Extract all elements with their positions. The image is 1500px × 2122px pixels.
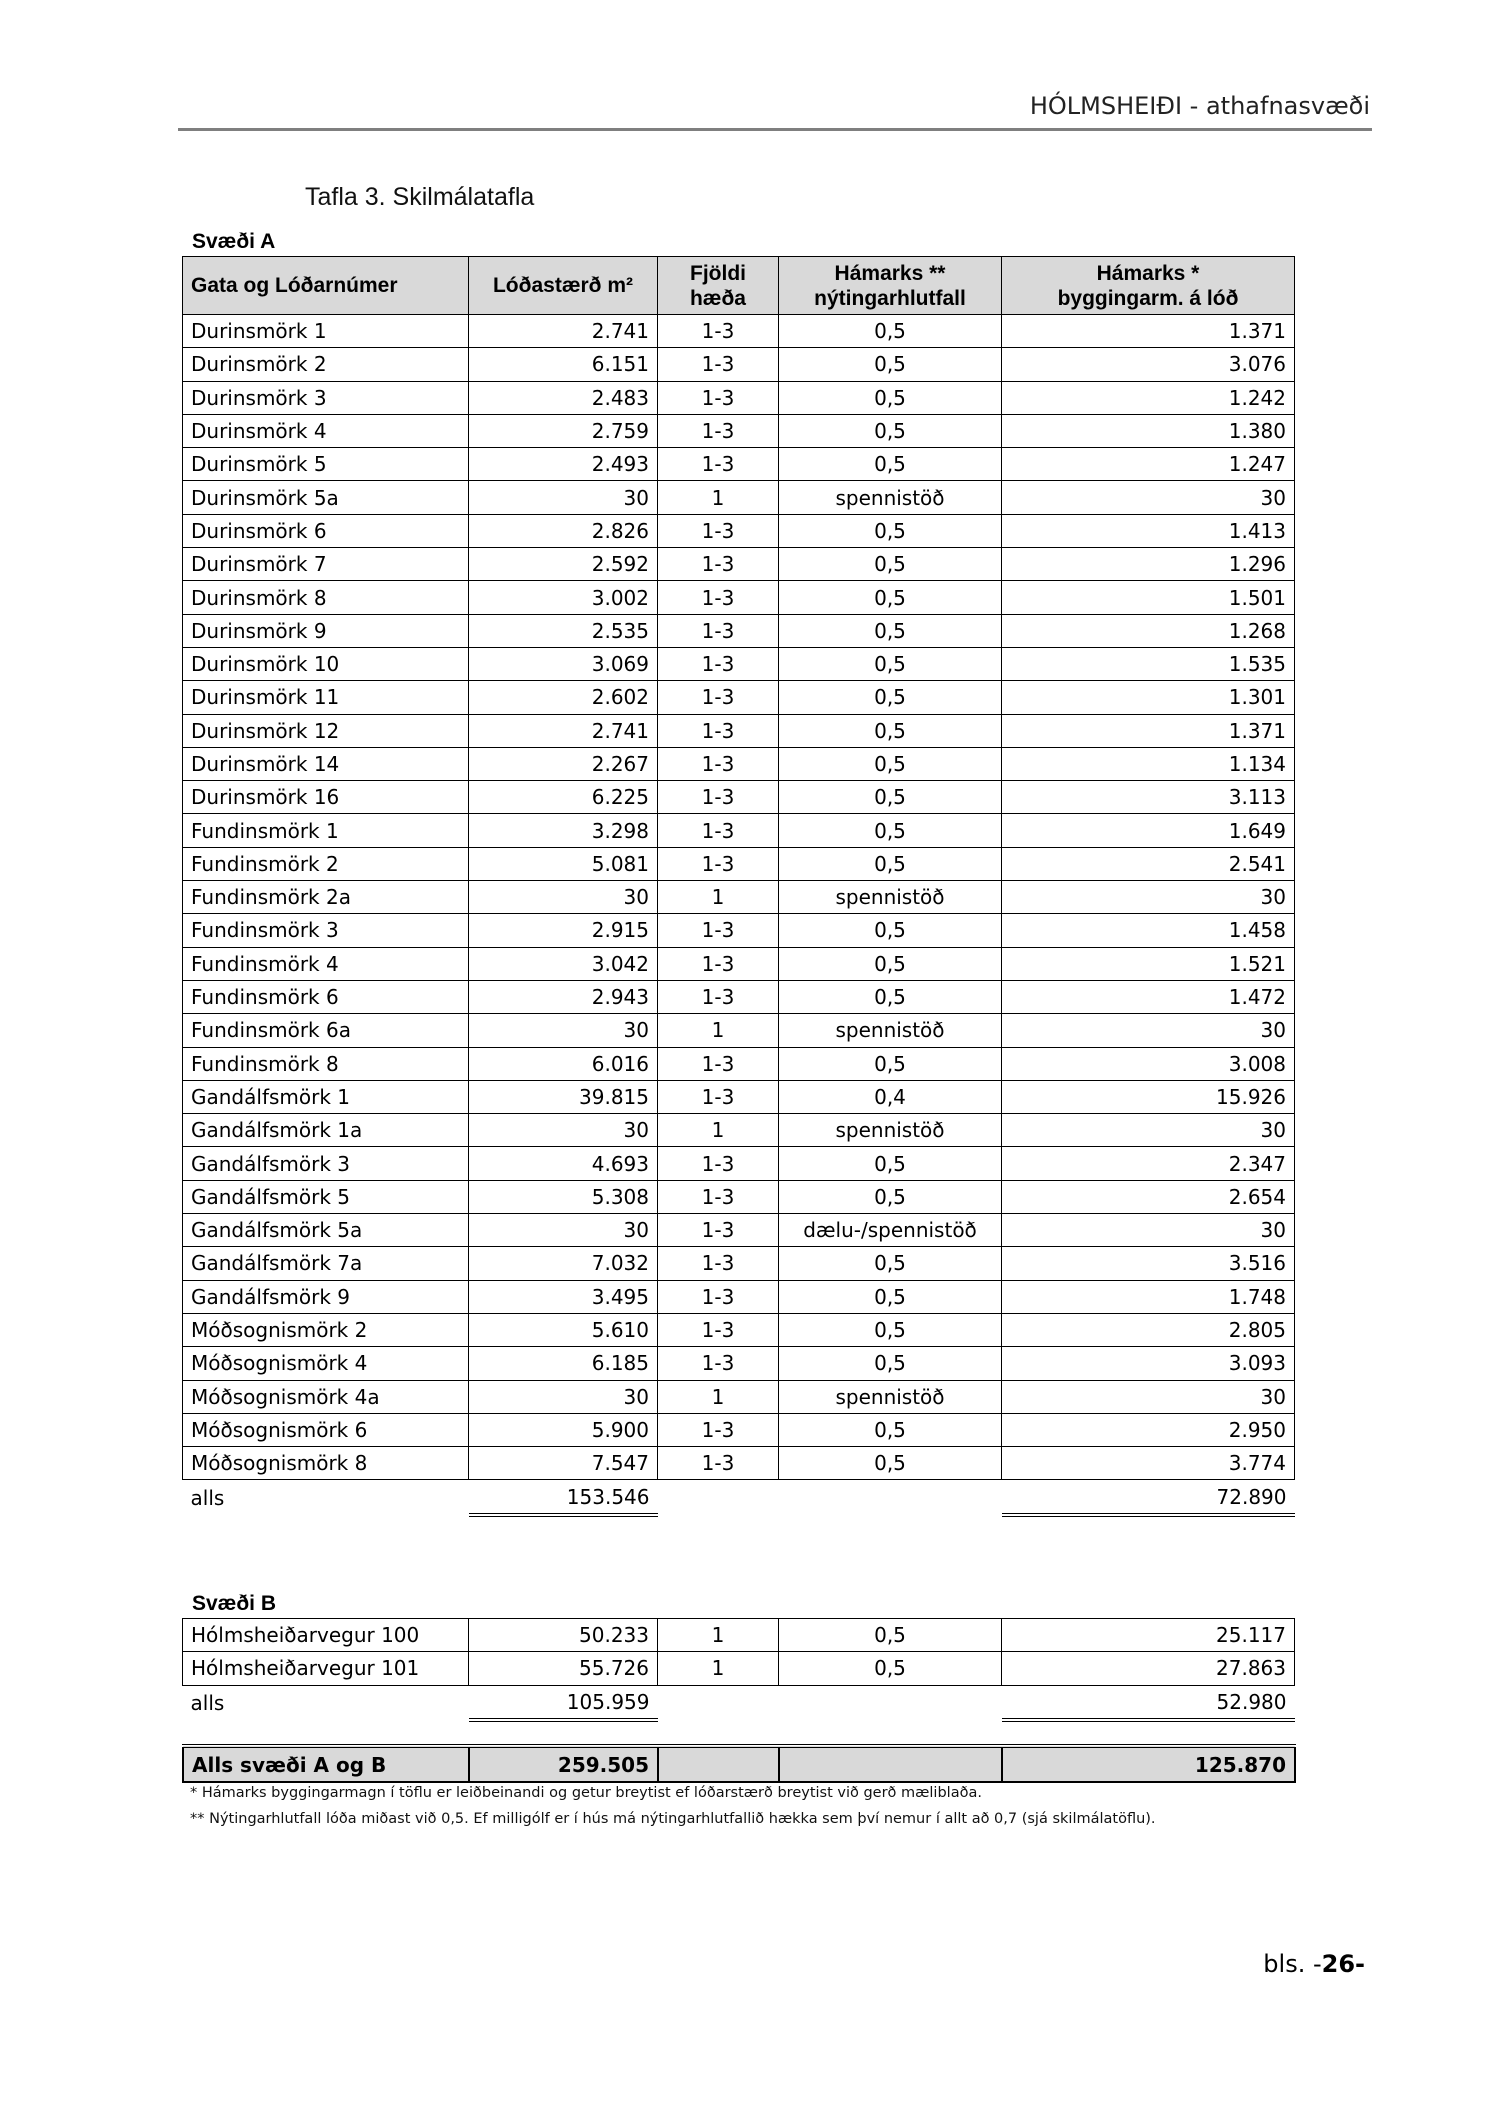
cell-size: 2.267 <box>469 747 658 780</box>
cell-floors: 1-3 <box>658 1214 779 1247</box>
cell-size: 50.233 <box>469 1619 658 1652</box>
cell-floors: 1-3 <box>658 381 779 414</box>
cell-area: 3.516 <box>1002 1247 1295 1280</box>
cell-name: Fundinsmörk 6 <box>183 980 469 1013</box>
cell-area: 2.805 <box>1002 1313 1295 1346</box>
total-spacer <box>658 1480 779 1515</box>
cell-floors: 1 <box>658 881 779 914</box>
col-header-size: Lóðastærð m² <box>469 257 658 315</box>
col-header-ratio-l1: Hámarks ** <box>834 261 946 285</box>
cell-name: Gandálfsmörk 5 <box>183 1180 469 1213</box>
cell-floors: 1-3 <box>658 681 779 714</box>
cell-size: 2.592 <box>469 548 658 581</box>
cell-floors: 1-3 <box>658 315 779 348</box>
cell-floors: 1-3 <box>658 1413 779 1446</box>
cell-area: 1.247 <box>1002 448 1295 481</box>
total-spacer <box>779 1685 1002 1720</box>
cell-name: Gandálfsmörk 7a <box>183 1247 469 1280</box>
cell-name: Móðsognismörk 2 <box>183 1313 469 1346</box>
col-header-area-l2: byggingarm. á lóð <box>1057 286 1239 310</box>
cell-floors: 1-3 <box>658 448 779 481</box>
cell-name: Durinsmörk 10 <box>183 647 469 680</box>
cell-ratio: 0,5 <box>779 980 1002 1013</box>
cell-name: Durinsmörk 7 <box>183 548 469 581</box>
col-header-floors-l1: Fjöldi <box>690 261 746 285</box>
cell-floors: 1-3 <box>658 614 779 647</box>
cell-ratio: 0,5 <box>779 1413 1002 1446</box>
cell-ratio: 0,5 <box>779 348 1002 381</box>
cell-size: 3.042 <box>469 947 658 980</box>
table-row <box>183 814 1295 847</box>
cell-name: Fundinsmörk 8 <box>183 1047 469 1080</box>
grand-total-area: 125.870 <box>1002 1746 1295 1782</box>
cell-floors: 1-3 <box>658 714 779 747</box>
cell-ratio: 0,5 <box>779 814 1002 847</box>
cell-name: Móðsognismörk 8 <box>183 1447 469 1480</box>
cell-size: 6.016 <box>469 1047 658 1080</box>
cell-name: Gandálfsmörk 3 <box>183 1147 469 1180</box>
table-row <box>183 315 1295 348</box>
cell-area: 1.301 <box>1002 681 1295 714</box>
cell-size: 2.741 <box>469 315 658 348</box>
cell-size: 2.741 <box>469 714 658 747</box>
cell-ratio: 0,5 <box>779 448 1002 481</box>
section-b-table <box>182 1618 1295 1722</box>
total-spacer <box>779 1480 1002 1515</box>
cell-area: 3.008 <box>1002 1047 1295 1080</box>
table-row <box>183 914 1295 947</box>
table-row <box>183 548 1295 581</box>
cell-size: 30 <box>469 1114 658 1147</box>
section-a-total-row <box>183 1480 1295 1515</box>
section-a-body <box>183 315 1295 1480</box>
cell-ratio: 0,5 <box>779 614 1002 647</box>
page-suffix: - <box>1355 1950 1365 1978</box>
cell-area: 30 <box>1002 1114 1295 1147</box>
cell-ratio: 0,5 <box>779 1347 1002 1380</box>
table-row <box>183 781 1295 814</box>
cell-size: 2.493 <box>469 448 658 481</box>
cell-floors: 1 <box>658 1014 779 1047</box>
cell-size: 5.610 <box>469 1313 658 1346</box>
cell-name: Durinsmörk 5a <box>183 481 469 514</box>
table-row <box>183 481 1295 514</box>
page-number <box>1263 1950 1365 1978</box>
cell-area: 3.774 <box>1002 1447 1295 1480</box>
cell-floors: 1-3 <box>658 1447 779 1480</box>
cell-ratio: spennistöð <box>779 1114 1002 1147</box>
cell-ratio: spennistöð <box>779 481 1002 514</box>
table-row <box>183 381 1295 414</box>
table-row <box>183 414 1295 447</box>
table-row <box>183 881 1295 914</box>
cell-name: Durinsmörk 9 <box>183 614 469 647</box>
cell-ratio: 0,5 <box>779 714 1002 747</box>
cell-area: 30 <box>1002 1380 1295 1413</box>
table-row <box>183 1619 1295 1652</box>
table-row <box>183 681 1295 714</box>
cell-size: 3.495 <box>469 1280 658 1313</box>
cell-size: 2.759 <box>469 414 658 447</box>
cell-name: Móðsognismörk 4 <box>183 1347 469 1380</box>
cell-size: 55.726 <box>469 1652 658 1685</box>
cell-floors: 1-3 <box>658 914 779 947</box>
cell-ratio: 0,5 <box>779 1180 1002 1213</box>
running-header: HÓLMSHEIÐI - athafnasvæði <box>1029 92 1370 120</box>
cell-floors: 1-3 <box>658 814 779 847</box>
table-row <box>183 1014 1295 1047</box>
col-header-name: Gata og Lóðarnúmer <box>183 257 469 315</box>
cell-area: 25.117 <box>1002 1619 1295 1652</box>
cell-floors: 1-3 <box>658 514 779 547</box>
cell-floors: 1-3 <box>658 414 779 447</box>
cell-size: 6.151 <box>469 348 658 381</box>
cell-size: 30 <box>469 1214 658 1247</box>
cell-floors: 1-3 <box>658 781 779 814</box>
cell-floors: 1-3 <box>658 1180 779 1213</box>
section-b-label: Svæði B <box>192 1592 277 1615</box>
cell-ratio: 0,5 <box>779 414 1002 447</box>
table-row <box>183 747 1295 780</box>
col-header-ratio-l2: nýtingarhlutfall <box>814 286 966 310</box>
table-row <box>183 1447 1295 1480</box>
page-number-value: 26 <box>1321 1950 1356 1978</box>
cell-ratio: 0,5 <box>779 315 1002 348</box>
cell-area: 1.649 <box>1002 814 1295 847</box>
cell-ratio: 0,5 <box>779 548 1002 581</box>
cell-size: 6.185 <box>469 1347 658 1380</box>
cell-size: 39.815 <box>469 1080 658 1113</box>
cell-size: 6.225 <box>469 781 658 814</box>
col-header-floors <box>658 257 779 315</box>
cell-name: Durinsmörk 3 <box>183 381 469 414</box>
cell-name: Fundinsmörk 6a <box>183 1014 469 1047</box>
cell-floors: 1-3 <box>658 348 779 381</box>
cell-floors: 1-3 <box>658 980 779 1013</box>
cell-area: 30 <box>1002 481 1295 514</box>
cell-floors: 1-3 <box>658 747 779 780</box>
grand-total-label: Alls svæði A og B <box>183 1746 469 1782</box>
cell-area: 30 <box>1002 1014 1295 1047</box>
table-row <box>183 1347 1295 1380</box>
cell-name: Fundinsmörk 2 <box>183 847 469 880</box>
cell-name: Fundinsmörk 4 <box>183 947 469 980</box>
cell-size: 2.483 <box>469 381 658 414</box>
cell-area: 2.950 <box>1002 1413 1295 1446</box>
cell-size: 2.943 <box>469 980 658 1013</box>
cell-ratio: 0,5 <box>779 514 1002 547</box>
cell-size: 7.032 <box>469 1247 658 1280</box>
table-row <box>183 1147 1295 1180</box>
grand-total-size: 259.505 <box>469 1746 658 1782</box>
table-row <box>183 714 1295 747</box>
cell-area: 27.863 <box>1002 1652 1295 1685</box>
col-header-floors-l2: hæða <box>689 286 746 310</box>
cell-name: Fundinsmörk 3 <box>183 914 469 947</box>
cell-floors: 1-3 <box>658 1313 779 1346</box>
cell-ratio: 0,5 <box>779 1247 1002 1280</box>
header-divider <box>178 128 1372 131</box>
section-a-label: Svæði A <box>192 230 276 253</box>
cell-area: 1.296 <box>1002 548 1295 581</box>
cell-area: 1.458 <box>1002 914 1295 947</box>
cell-area: 2.541 <box>1002 847 1295 880</box>
cell-ratio: 0,5 <box>779 1447 1002 1480</box>
cell-area: 1.134 <box>1002 747 1295 780</box>
cell-name: Durinsmörk 6 <box>183 514 469 547</box>
cell-area: 1.748 <box>1002 1280 1295 1313</box>
cell-size: 2.915 <box>469 914 658 947</box>
cell-name: Durinsmörk 11 <box>183 681 469 714</box>
cell-size: 5.308 <box>469 1180 658 1213</box>
cell-name: Hólmsheiðarvegur 101 <box>183 1652 469 1685</box>
cell-ratio: dælu-/spennistöð <box>779 1214 1002 1247</box>
cell-ratio: 0,4 <box>779 1080 1002 1113</box>
cell-size: 2.826 <box>469 514 658 547</box>
cell-ratio: 0,5 <box>779 747 1002 780</box>
cell-ratio: 0,5 <box>779 947 1002 980</box>
cell-size: 3.002 <box>469 581 658 614</box>
total-spacer <box>658 1685 779 1720</box>
cell-name: Gandálfsmörk 1a <box>183 1114 469 1147</box>
table-row <box>183 1380 1295 1413</box>
table-row <box>183 514 1295 547</box>
cell-name: Hólmsheiðarvegur 100 <box>183 1619 469 1652</box>
cell-ratio: 0,5 <box>779 647 1002 680</box>
table-row <box>183 448 1295 481</box>
cell-floors: 1-3 <box>658 548 779 581</box>
cell-name: Móðsognismörk 6 <box>183 1413 469 1446</box>
cell-area: 1.268 <box>1002 614 1295 647</box>
table-caption: Tafla 3. Skilmálatafla <box>305 183 535 211</box>
cell-ratio: 0,5 <box>779 781 1002 814</box>
table-row <box>183 980 1295 1013</box>
table-row <box>183 614 1295 647</box>
cell-size: 3.298 <box>469 814 658 847</box>
table-row <box>183 1047 1295 1080</box>
table-row <box>183 581 1295 614</box>
total-label: alls <box>190 1690 225 1715</box>
cell-ratio: 0,5 <box>779 914 1002 947</box>
cell-ratio: 0,5 <box>779 1047 1002 1080</box>
table-row <box>183 1114 1295 1147</box>
cell-floors: 1-3 <box>658 1080 779 1113</box>
cell-floors: 1 <box>658 1380 779 1413</box>
cell-area: 1.521 <box>1002 947 1295 980</box>
cell-area: 2.654 <box>1002 1180 1295 1213</box>
cell-floors: 1-3 <box>658 847 779 880</box>
cell-size: 3.069 <box>469 647 658 680</box>
table-row <box>183 1313 1295 1346</box>
table-row <box>183 1080 1295 1113</box>
total-area: 52.980 <box>1002 1685 1295 1720</box>
cell-size: 30 <box>469 1014 658 1047</box>
table-row <box>183 1652 1295 1685</box>
cell-name: Fundinsmörk 1 <box>183 814 469 847</box>
cell-area: 1.413 <box>1002 514 1295 547</box>
table-row <box>183 1180 1295 1213</box>
cell-ratio: spennistöð <box>779 1014 1002 1047</box>
cell-size: 2.535 <box>469 614 658 647</box>
cell-ratio: spennistöð <box>779 1380 1002 1413</box>
cell-size: 5.081 <box>469 847 658 880</box>
cell-area: 2.347 <box>1002 1147 1295 1180</box>
section-a-table <box>182 256 1295 1517</box>
table-row <box>183 847 1295 880</box>
total-size: 153.546 <box>469 1480 658 1515</box>
cell-ratio: 0,5 <box>779 1280 1002 1313</box>
cell-name: Fundinsmörk 2a <box>183 881 469 914</box>
cell-floors: 1-3 <box>658 581 779 614</box>
cell-area: 30 <box>1002 1214 1295 1247</box>
table-row <box>183 1247 1295 1280</box>
col-header-area-l1: Hámarks * <box>1096 261 1200 285</box>
page-prefix: bls. - <box>1263 1950 1322 1978</box>
cell-area: 15.926 <box>1002 1080 1295 1113</box>
cell-area: 3.076 <box>1002 348 1295 381</box>
cell-floors: 1-3 <box>658 947 779 980</box>
cell-floors: 1-3 <box>658 1247 779 1280</box>
cell-floors: 1 <box>658 1619 779 1652</box>
table-header-row <box>183 257 1295 315</box>
cell-area: 1.380 <box>1002 414 1295 447</box>
section-b-body <box>183 1619 1295 1686</box>
cell-name: Gandálfsmörk 1 <box>183 1080 469 1113</box>
grand-total-spacer <box>658 1746 779 1782</box>
table-row <box>183 348 1295 381</box>
col-header-ratio <box>779 257 1002 315</box>
cell-area: 1.371 <box>1002 714 1295 747</box>
table-row <box>183 1214 1295 1247</box>
table-row <box>183 1280 1295 1313</box>
cell-name: Durinsmörk 4 <box>183 414 469 447</box>
grand-total-row <box>183 1746 1295 1782</box>
cell-name: Durinsmörk 2 <box>183 348 469 381</box>
cell-size: 30 <box>469 881 658 914</box>
cell-area: 1.535 <box>1002 647 1295 680</box>
cell-floors: 1 <box>658 481 779 514</box>
cell-area: 1.472 <box>1002 980 1295 1013</box>
cell-ratio: 0,5 <box>779 1147 1002 1180</box>
cell-size: 30 <box>469 1380 658 1413</box>
cell-size: 4.693 <box>469 1147 658 1180</box>
cell-name: Gandálfsmörk 5a <box>183 1214 469 1247</box>
cell-ratio: 0,5 <box>779 1652 1002 1685</box>
table-row <box>183 1413 1295 1446</box>
cell-floors: 1-3 <box>658 1047 779 1080</box>
cell-ratio: 0,5 <box>779 381 1002 414</box>
cell-area: 1.371 <box>1002 315 1295 348</box>
grand-total-spacer <box>779 1746 1002 1782</box>
cell-floors: 1-3 <box>658 647 779 680</box>
cell-area: 3.093 <box>1002 1347 1295 1380</box>
cell-name: Durinsmörk 16 <box>183 781 469 814</box>
cell-name: Gandálfsmörk 9 <box>183 1280 469 1313</box>
cell-floors: 1-3 <box>658 1147 779 1180</box>
cell-name: Durinsmörk 14 <box>183 747 469 780</box>
total-area: 72.890 <box>1002 1480 1295 1515</box>
cell-ratio: 0,5 <box>779 1313 1002 1346</box>
table-row <box>183 947 1295 980</box>
col-header-area <box>1002 257 1295 315</box>
cell-floors: 1 <box>658 1114 779 1147</box>
cell-name: Móðsognismörk 4a <box>183 1380 469 1413</box>
cell-ratio: 0,5 <box>779 681 1002 714</box>
cell-floors: 1 <box>658 1652 779 1685</box>
table-row <box>183 647 1295 680</box>
cell-area: 3.113 <box>1002 781 1295 814</box>
footnote-1: * Hámarks byggingarmagn í töflu er leiðbeinandi og getur breytist ef lóðarstærð breytist við gerð mæliblaða. <box>190 1785 982 1801</box>
cell-area: 1.501 <box>1002 581 1295 614</box>
cell-size: 30 <box>469 481 658 514</box>
cell-size: 7.547 <box>469 1447 658 1480</box>
cell-floors: 1-3 <box>658 1280 779 1313</box>
cell-ratio: 0,5 <box>779 847 1002 880</box>
cell-name: Durinsmörk 8 <box>183 581 469 614</box>
total-size: 105.959 <box>469 1685 658 1720</box>
cell-name: Durinsmörk 12 <box>183 714 469 747</box>
cell-floors: 1-3 <box>658 1347 779 1380</box>
cell-ratio: spennistöð <box>779 881 1002 914</box>
footnote-2: ** Nýtingarhlutfall lóða miðast við 0,5. Ef milligólf er í hús má nýtingarhlutfallið hækka sem því nemur í allt að 0,7 (sjá skilmálatöflu). <box>190 1811 1156 1827</box>
cell-ratio: 0,5 <box>779 581 1002 614</box>
grand-total-table <box>182 1744 1296 1783</box>
cell-ratio: 0,5 <box>779 1619 1002 1652</box>
cell-size: 5.900 <box>469 1413 658 1446</box>
cell-name: Durinsmörk 1 <box>183 315 469 348</box>
cell-name: Durinsmörk 5 <box>183 448 469 481</box>
cell-size: 2.602 <box>469 681 658 714</box>
section-b-total-row <box>183 1685 1295 1720</box>
total-label: alls <box>190 1485 225 1510</box>
cell-area: 30 <box>1002 881 1295 914</box>
cell-area: 1.242 <box>1002 381 1295 414</box>
